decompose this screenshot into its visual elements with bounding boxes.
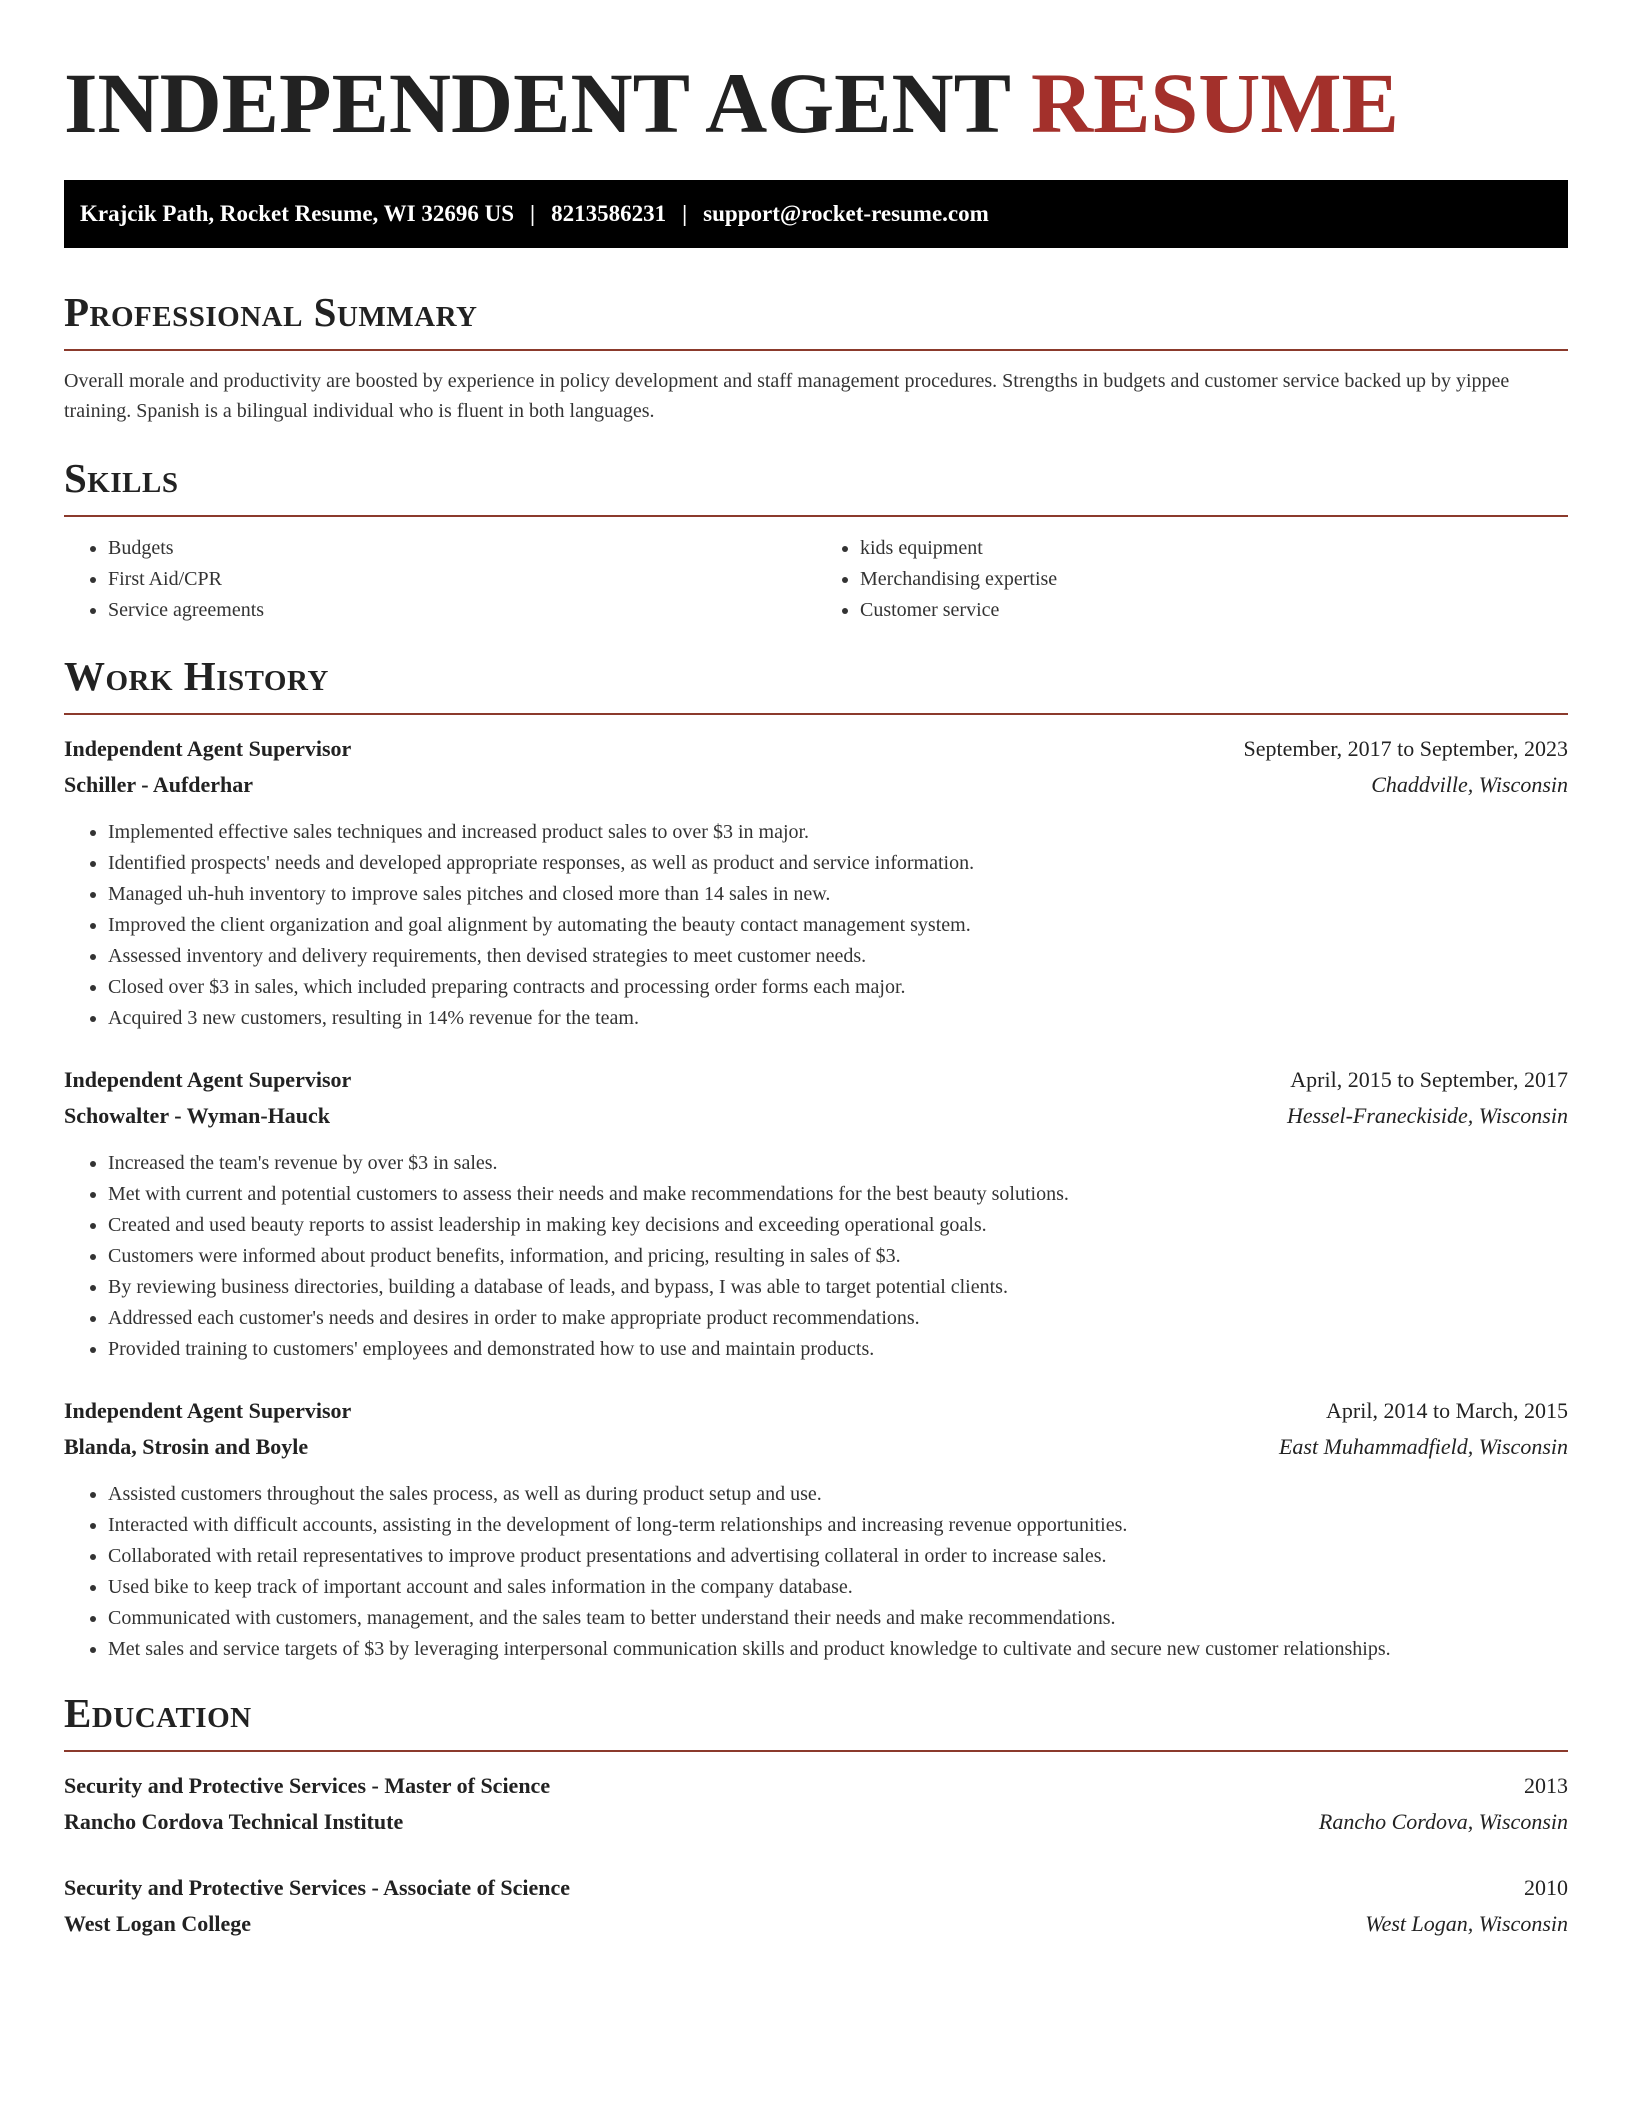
education-entry xyxy=(64,1870,1568,1942)
education-entry xyxy=(64,1768,1568,1840)
job-location: Hessel-Franeckiside, Wisconsin xyxy=(1286,1103,1568,1129)
job-company: Blanda, Strosin and Boyle xyxy=(64,1434,309,1460)
job-dates: September, 2017 to September, 2023 xyxy=(1243,736,1568,762)
summary-text: Overall morale and productivity are boosted by experience in policy development and staff management procedures. Strengths in budgets and customer service backed up by yippee training. Spanish is a bilingual individual who is fluent in both languages. xyxy=(64,370,1510,423)
job-bullet: • Managed uh-huh inventory to improve sales pitches and closed more than 14 sales in new. xyxy=(108,879,1568,910)
section-heading-education: Education xyxy=(64,1690,252,1737)
job-title: Independent Agent Supervisor xyxy=(64,736,352,762)
job-bullet: • Interacted with difficult accounts, assisting in the development of long-term relationships and increasing revenue opportunities. xyxy=(108,1510,1568,1541)
job-bullet: • Assisted customers throughout the sales process, as well as during product setup and use. xyxy=(108,1479,1568,1510)
job-bullet: • Increased the team's revenue by over $3 in sales. xyxy=(108,1148,1568,1179)
job-header-row xyxy=(64,1393,1568,1429)
job-bullet: • Closed over $3 in sales, which included preparing contracts and processing order forms each major. xyxy=(108,972,1568,1003)
contact-address: Krajcik Path, Rocket Resume, WI 32696 US xyxy=(80,201,514,226)
job-dates: April, 2014 to March, 2015 xyxy=(1326,1398,1568,1424)
job-bullets xyxy=(64,1148,1568,1365)
education-school: Rancho Cordova Technical Institute xyxy=(64,1809,404,1835)
education-location: Rancho Cordova, Wisconsin xyxy=(1318,1809,1568,1835)
job-bullet: • Collaborated with retail representatives to improve product presentations and advertising collateral in order to increase sales. xyxy=(108,1541,1568,1572)
skill-item: • Merchandising expertise xyxy=(860,564,1568,595)
education-section xyxy=(64,1691,1568,1942)
job-bullet: • Met sales and service targets of $3 by leveraging interpersonal communication skills and product knowledge to cultivate and secure new customer relationships. xyxy=(108,1634,1568,1665)
job-title: Independent Agent Supervisor xyxy=(64,1398,352,1424)
skill-item: • Customer service xyxy=(860,595,1568,626)
section-divider xyxy=(64,349,1568,351)
skill-item: • kids equipment xyxy=(860,533,1568,564)
contact-separator: | xyxy=(530,201,536,226)
skills-list xyxy=(64,533,1568,626)
education-header-row xyxy=(64,1768,1568,1804)
education-school: West Logan College xyxy=(64,1911,251,1937)
contact-separator: | xyxy=(682,201,688,226)
education-header-row xyxy=(64,1870,1568,1906)
education-degree: Security and Protective Services - Associate of Science xyxy=(64,1875,571,1901)
job-bullets xyxy=(64,1479,1568,1665)
job-bullet: • Customers were informed about product benefits, information, and pricing, resulting in sales of $3. xyxy=(108,1241,1568,1272)
job-bullet: • Addressed each customer's needs and desires in order to make appropriate product recommendations. xyxy=(108,1303,1568,1334)
job-bullet: • Created and used beauty reports to assist leadership in making key decisions and exceeding operational goals. xyxy=(108,1210,1568,1241)
education-school-row xyxy=(64,1804,1568,1840)
education-degree: Security and Protective Services - Master of Science xyxy=(64,1773,551,1799)
skill-item: • First Aid/CPR xyxy=(108,564,816,595)
contact-email: support@rocket-resume.com xyxy=(703,201,989,226)
skill-item: • Budgets xyxy=(108,533,816,564)
section-heading-summary: Professional Summary xyxy=(64,289,478,335)
contact-bar xyxy=(64,180,1568,248)
job-bullet: • By reviewing business directories, building a database of leads, and bypass, I was able to target potential clients. xyxy=(108,1272,1568,1303)
job-company: Schiller - Aufderhar xyxy=(64,772,254,798)
education-school-row xyxy=(64,1906,1568,1942)
job-location: East Muhammadfield, Wisconsin xyxy=(1278,1434,1568,1460)
job-bullet: • Assessed inventory and delivery requirements, then devised strategies to meet customer needs. xyxy=(108,941,1568,972)
job-bullet: • Improved the client organization and goal alignment by automating the beauty contact management system. xyxy=(108,910,1568,941)
job-title: Independent Agent Supervisor xyxy=(64,1067,352,1093)
job-header-row xyxy=(64,731,1568,767)
resume-title xyxy=(64,55,1568,151)
job-bullet: • Identified prospects' needs and developed appropriate responses, as well as product and service information. xyxy=(108,848,1568,879)
skills-column-left xyxy=(64,533,816,626)
title-main: INDEPENDENT AGENT xyxy=(64,55,1010,151)
job-bullet: • Communicated with customers, management, and the sales team to better understand their needs and make recommendations. xyxy=(108,1603,1568,1634)
job-company-row xyxy=(64,767,1568,803)
section-divider xyxy=(64,1750,1568,1752)
education-location: West Logan, Wisconsin xyxy=(1365,1911,1568,1937)
job-entry xyxy=(64,1062,1568,1365)
contact-phone: 8213586231 xyxy=(551,201,667,226)
section-heading-skills: Skills xyxy=(64,455,179,502)
job-dates: April, 2015 to September, 2017 xyxy=(1290,1067,1568,1093)
education-year: 2013 xyxy=(1524,1773,1568,1799)
section-divider xyxy=(64,713,1568,715)
job-company-row xyxy=(64,1429,1568,1465)
skills-column-right xyxy=(816,533,1568,626)
job-entry xyxy=(64,1393,1568,1665)
job-company: Schowalter - Wyman-Hauck xyxy=(64,1103,331,1129)
section-heading-work: Work History xyxy=(64,653,329,700)
job-bullet: • Provided training to customers' employees and demonstrated how to use and maintain products. xyxy=(108,1334,1568,1365)
job-bullet: • Acquired 3 new customers, resulting in 14% revenue for the team. xyxy=(108,1003,1568,1034)
skills-section xyxy=(64,456,1568,626)
summary-section xyxy=(64,290,1568,426)
job-company-row xyxy=(64,1098,1568,1134)
work-history-section xyxy=(64,654,1568,1665)
title-accent: RESUME xyxy=(1030,55,1399,151)
job-entry xyxy=(64,731,1568,1034)
education-year: 2010 xyxy=(1524,1875,1568,1901)
job-bullet: • Implemented effective sales techniques and increased product sales to over $3 in major. xyxy=(108,817,1568,848)
job-bullet: • Used bike to keep track of important account and sales information in the company database. xyxy=(108,1572,1568,1603)
skill-item: • Service agreements xyxy=(108,595,816,626)
job-bullet: • Met with current and potential customers to assess their needs and make recommendations for the best beauty solutions. xyxy=(108,1179,1568,1210)
job-location: Chaddville, Wisconsin xyxy=(1371,772,1568,798)
job-bullets xyxy=(64,817,1568,1034)
section-divider xyxy=(64,515,1568,517)
job-header-row xyxy=(64,1062,1568,1098)
